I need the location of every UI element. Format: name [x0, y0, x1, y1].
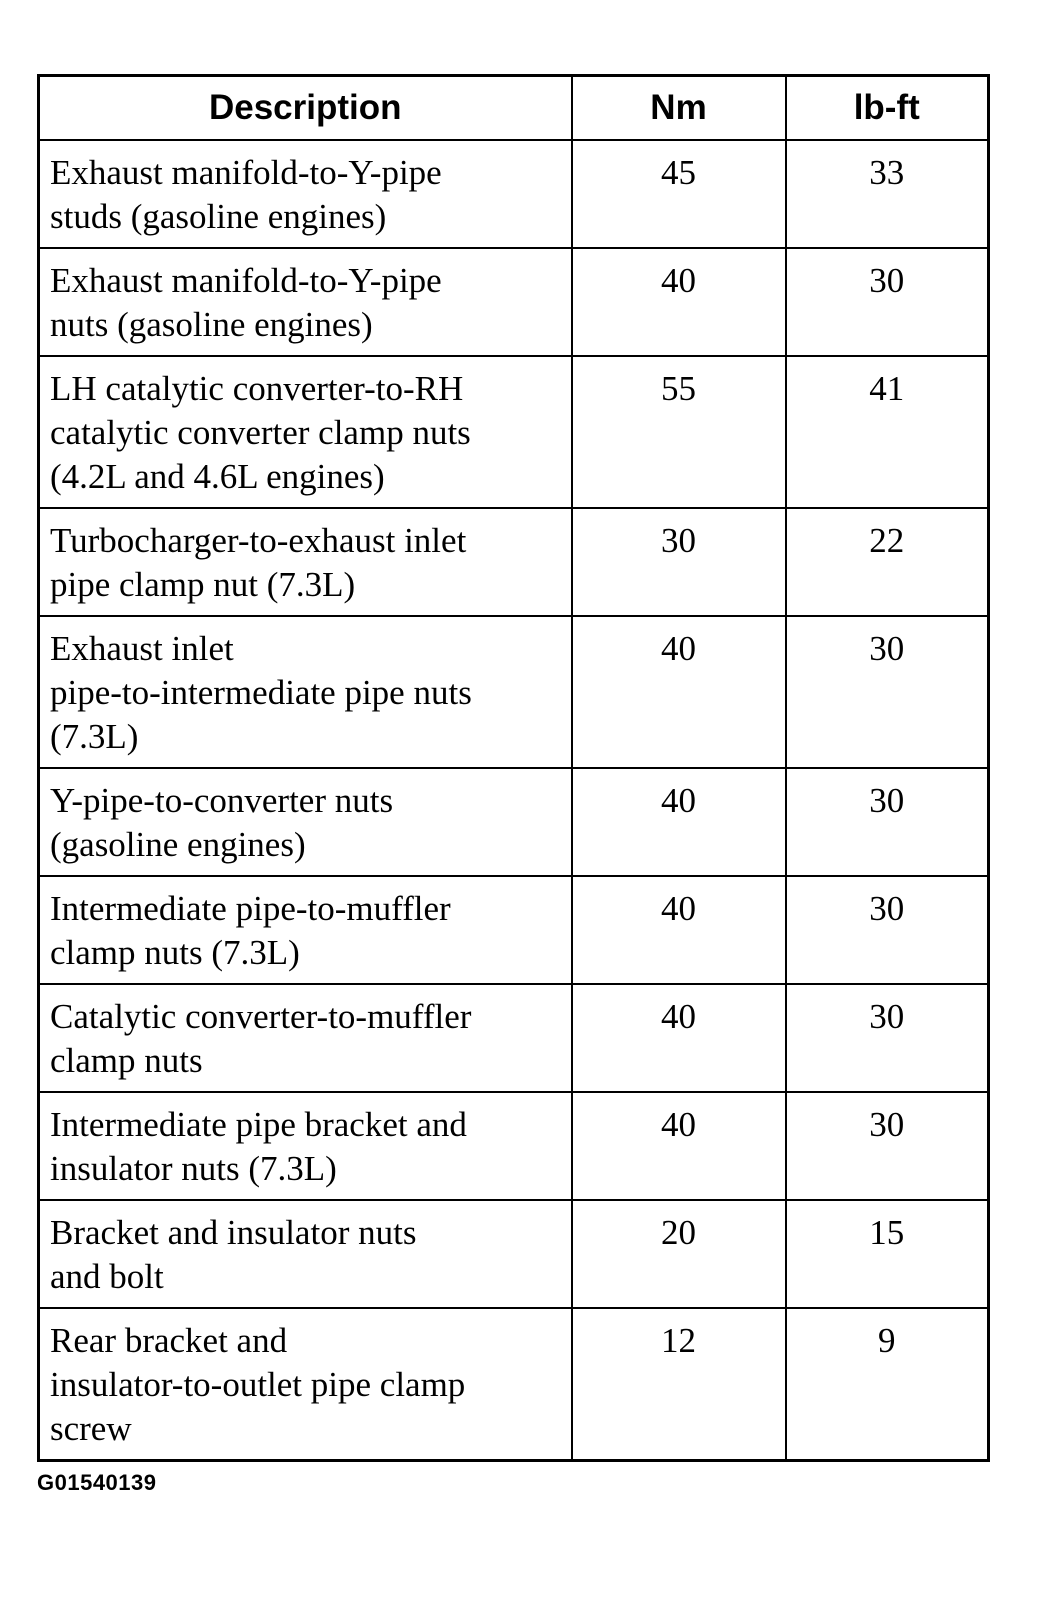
nm-cell: 40: [572, 616, 786, 768]
table-row: [39, 984, 989, 1092]
nm-cell: 12: [572, 1308, 786, 1461]
description-cell: Exhaust inlet pipe-to-intermediate pipe nuts (7.3L): [39, 616, 572, 768]
lbft-cell: 30: [786, 984, 989, 1092]
description-cell: Y-pipe-to-converter nuts (gasoline engines): [39, 768, 572, 876]
description-cell: Intermediate pipe-to-muffler clamp nuts (7.3L): [39, 876, 572, 984]
lbft-cell: 9: [786, 1308, 989, 1461]
lbft-cell: 22: [786, 508, 989, 616]
table-row: [39, 248, 989, 356]
nm-header: Nm: [572, 76, 786, 141]
description-header: Description: [39, 76, 572, 141]
description-cell: Intermediate pipe bracket and insulator nuts (7.3L): [39, 1092, 572, 1200]
table-row: [39, 616, 989, 768]
table-row: [39, 1092, 989, 1200]
table-row: [39, 356, 989, 508]
description-cell: Bracket and insulator nuts and bolt: [39, 1200, 572, 1308]
description-cell: Exhaust manifold-to-Y-pipe nuts (gasoline engines): [39, 248, 572, 356]
table-row: [39, 1308, 989, 1461]
nm-cell: 40: [572, 248, 786, 356]
header-row: [39, 76, 989, 141]
lbft-cell: 30: [786, 248, 989, 356]
description-cell: Catalytic converter-to-muffler clamp nuts: [39, 984, 572, 1092]
description-cell: LH catalytic converter-to-RH catalytic converter clamp nuts (4.2L and 4.6L engines): [39, 356, 572, 508]
nm-cell: 55: [572, 356, 786, 508]
nm-cell: 40: [572, 768, 786, 876]
nm-cell: 45: [572, 140, 786, 248]
table-row: [39, 1200, 989, 1308]
description-cell: Rear bracket and insulator-to-outlet pipe clamp screw: [39, 1308, 572, 1461]
nm-cell: 30: [572, 508, 786, 616]
description-cell: Exhaust manifold-to-Y-pipe studs (gasoline engines): [39, 140, 572, 248]
nm-cell: 40: [572, 984, 786, 1092]
table-row: [39, 876, 989, 984]
lbft-cell: 41: [786, 356, 989, 508]
lbft-cell: 30: [786, 876, 989, 984]
table-row: [39, 508, 989, 616]
torque-spec-table: [37, 74, 990, 1462]
lbft-cell: 15: [786, 1200, 989, 1308]
nm-cell: 40: [572, 876, 786, 984]
lbft-cell: 30: [786, 616, 989, 768]
lbft-cell: 30: [786, 768, 989, 876]
nm-cell: 20: [572, 1200, 786, 1308]
figure-id-label: G01540139: [37, 1470, 157, 1495]
table-row: [39, 768, 989, 876]
lbft-cell: 30: [786, 1092, 989, 1200]
lbft-header: lb-ft: [786, 76, 989, 141]
lbft-cell: 33: [786, 140, 989, 248]
description-cell: Turbocharger-to-exhaust inlet pipe clamp nut (7.3L): [39, 508, 572, 616]
nm-cell: 40: [572, 1092, 786, 1200]
table-row: [39, 140, 989, 248]
